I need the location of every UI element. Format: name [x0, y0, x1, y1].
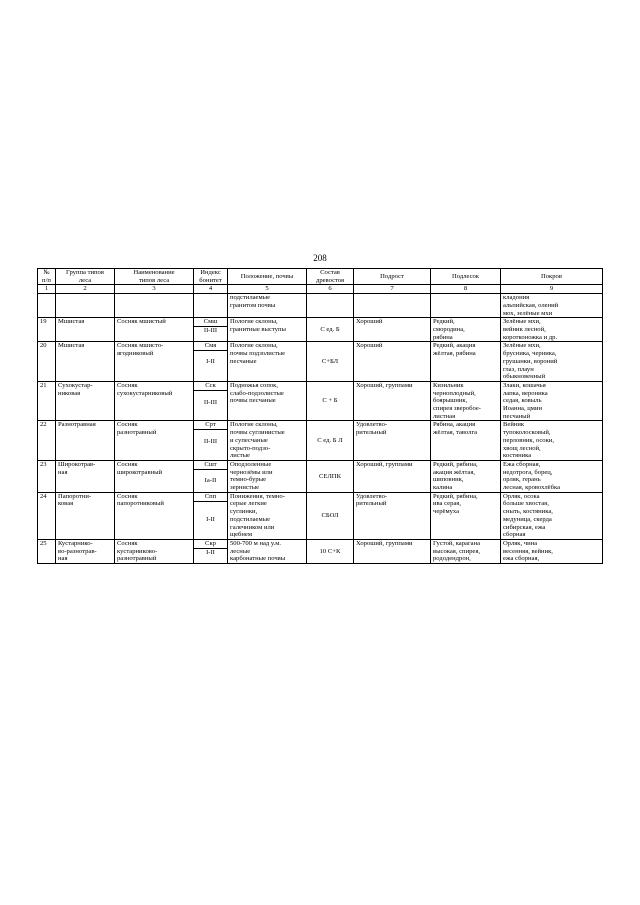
header-group: Группа типов леса	[56, 269, 115, 285]
cover-cell: Зелёные мхи, брусника, черника, грушанки, вороний глаз, плаун обыкновенный	[501, 342, 603, 382]
composition-cell: С ед. Б	[307, 318, 354, 342]
empty-cell	[56, 294, 115, 318]
group-cell: Сухокустар- никовая	[56, 381, 115, 421]
position-cell: Пологие склоны, почвы суглинистые и супесчаные скрыто-подзо- листые	[228, 421, 307, 461]
index-class: I-II	[206, 515, 215, 523]
table-row	[38, 318, 603, 342]
num-cell: 20	[38, 342, 56, 382]
group-cell: Широкотрав- ная	[56, 460, 115, 492]
understory-cell: Редкий, рябина, ива серая, черёмуха	[431, 492, 501, 539]
index-class: I-II	[206, 548, 215, 556]
cover-cell: кладония альпийская, олений мох, зелёные мхи	[501, 294, 603, 318]
empty-cell	[431, 294, 501, 318]
group-cell: Папоротни- ковая	[56, 492, 115, 539]
column-number: 3	[115, 285, 194, 294]
table-row	[38, 381, 603, 421]
index-class: II-III	[203, 398, 218, 406]
index-class: I-II	[206, 358, 215, 366]
understory-cell: Редкий, смородина, рябина	[431, 318, 501, 342]
header-position: Положение, почвы	[228, 269, 307, 285]
name-cell: Сосняк разнотравный	[115, 421, 194, 461]
table-row	[38, 460, 603, 492]
undergrowth-cell: Хороший	[354, 342, 431, 382]
header-cover: Покров	[501, 269, 603, 285]
index-code: Сшт	[194, 461, 227, 470]
name-cell: Сосняк кустарниково- разнотравный	[115, 539, 194, 563]
empty-cell	[38, 294, 56, 318]
empty-cell	[115, 294, 194, 318]
name-cell: Сосняк папоротниковый	[115, 492, 194, 539]
column-number: 4	[194, 285, 228, 294]
column-number: 9	[501, 285, 603, 294]
understory-cell: Густой, карагана высокая, спирея, рододендрон,	[431, 539, 501, 563]
understory-cell: Редкий, акация жёлтая, рябина	[431, 342, 501, 382]
index-cell	[194, 492, 228, 539]
group-cell: Разнотравная	[56, 421, 115, 461]
group-cell: Мшистая	[56, 318, 115, 342]
num-cell: 23	[38, 460, 56, 492]
header-row	[38, 269, 603, 285]
position-cell: Подножья сопок, слабо-подзолистые почвы песчаные	[228, 381, 307, 421]
cover-cell: Зелёные мхи, вейник лесной, коротконожка и др.	[501, 318, 603, 342]
undergrowth-cell: Хороший, группами	[354, 381, 431, 421]
column-number: 2	[56, 285, 115, 294]
cover-cell: Орляк, чина весенняя, вейник, ежа сборная,	[501, 539, 603, 563]
table-row	[38, 492, 603, 539]
index-cell	[194, 342, 228, 382]
position-cell: Оподзоленные чернозёмы или темно-бурые зернистые	[228, 460, 307, 492]
undergrowth-cell: Удовлетво- рительный	[354, 492, 431, 539]
composition-cell: С+БЛ	[307, 342, 354, 382]
position-cell: 500-700 м над у.м. лесные карбонатные почвы	[228, 539, 307, 563]
column-number: 8	[431, 285, 501, 294]
group-cell: Мшистая	[56, 342, 115, 382]
column-number: 5	[228, 285, 307, 294]
num-cell: 19	[38, 318, 56, 342]
header-undergrowth: Подрост	[354, 269, 431, 285]
index-cell	[194, 421, 228, 461]
index-code: Сск	[194, 382, 227, 391]
position-cell: Понижения, темно- серые легкие суглинки, подстилаемые галечником или щебнем	[228, 492, 307, 539]
num-cell: 25	[38, 539, 56, 563]
forest-types-table	[37, 268, 603, 564]
header-composition: Состав древостоя	[307, 269, 354, 285]
column-number-row	[38, 285, 603, 294]
empty-cell	[307, 294, 354, 318]
name-cell: Сосняк мшистый	[115, 318, 194, 342]
understory-cell: Редкий, рябина, акация жёлтая, шиповник, калина	[431, 460, 501, 492]
page-number: 208	[313, 253, 327, 263]
header-name: Наименование типов леса	[115, 269, 194, 285]
composition-cell: СБОЛ	[307, 492, 354, 539]
num-cell: 21	[38, 381, 56, 421]
index-code: Спп	[194, 493, 227, 502]
index-code: Смш	[194, 318, 227, 327]
cover-cell: Орляк, осока больше хвостая, сныть, костяника, медуница, скерда сибирская, ежа сборная	[501, 492, 603, 539]
num-cell: 24	[38, 492, 56, 539]
name-cell: Сосняк мшисто- ягодниковый	[115, 342, 194, 382]
table-row	[38, 539, 603, 563]
cover-cell: Вейник тупоколосковый, перловник, осоки, хвощ лесной, костяника	[501, 421, 603, 461]
table-row	[38, 421, 603, 461]
undergrowth-cell: Хороший, группами	[354, 539, 431, 563]
header-num: № п/п	[38, 269, 56, 285]
understory-cell: Рябина, акация жёлтая, таволга	[431, 421, 501, 461]
index-cell	[194, 539, 228, 563]
continuation-row	[38, 294, 603, 318]
column-number: 7	[354, 285, 431, 294]
cover-cell: Ежа сборная, недотрога, борец, орляк, герань лесная, кровохлёбка	[501, 460, 603, 492]
index-cell	[194, 381, 228, 421]
position-cell: Пологие склоны, почвы подзолистые песчаные	[228, 342, 307, 382]
name-cell: Сосняк широкотравный	[115, 460, 194, 492]
index-class: Ia-II	[204, 476, 217, 484]
index-class: II-III	[203, 438, 218, 446]
index-code: Скр	[194, 540, 227, 549]
empty-cell	[194, 294, 228, 318]
index-cell	[194, 318, 228, 342]
group-cell: Кустарнико- во-разнотрав- ная	[56, 539, 115, 563]
cover-cell: Злаки, кошачья лапка, вероника седая, ковыль Иоанна, цмин песчаный	[501, 381, 603, 421]
index-code: Смя	[194, 342, 227, 351]
num-cell: 22	[38, 421, 56, 461]
index-cell	[194, 460, 228, 492]
column-number: 1	[38, 285, 56, 294]
composition-cell: СЕЛПК	[307, 460, 354, 492]
undergrowth-cell: Удовлетво- рительный	[354, 421, 431, 461]
header-index: Индекс бонитет	[194, 269, 228, 285]
understory-cell: Кизильник черноплодный, боярышник, спирея зверобое- листная	[431, 381, 501, 421]
position-cell: Пологие склоны, гранитные выступы	[228, 318, 307, 342]
composition-cell: 10 С+К	[307, 539, 354, 563]
composition-cell: С + Б	[307, 381, 354, 421]
empty-cell	[354, 294, 431, 318]
index-class: II-III	[203, 327, 218, 335]
composition-cell: С ед. Б Л	[307, 421, 354, 461]
index-code: Срт	[194, 421, 227, 430]
column-number: 6	[307, 285, 354, 294]
table-row	[38, 342, 603, 382]
undergrowth-cell: Хороший	[354, 318, 431, 342]
position-cell: подстилаемые гранитом почвы	[228, 294, 307, 318]
header-understory: Подлесок	[431, 269, 501, 285]
undergrowth-cell: Хороший, группами	[354, 460, 431, 492]
name-cell: Сосняк сухокустарниковый	[115, 381, 194, 421]
